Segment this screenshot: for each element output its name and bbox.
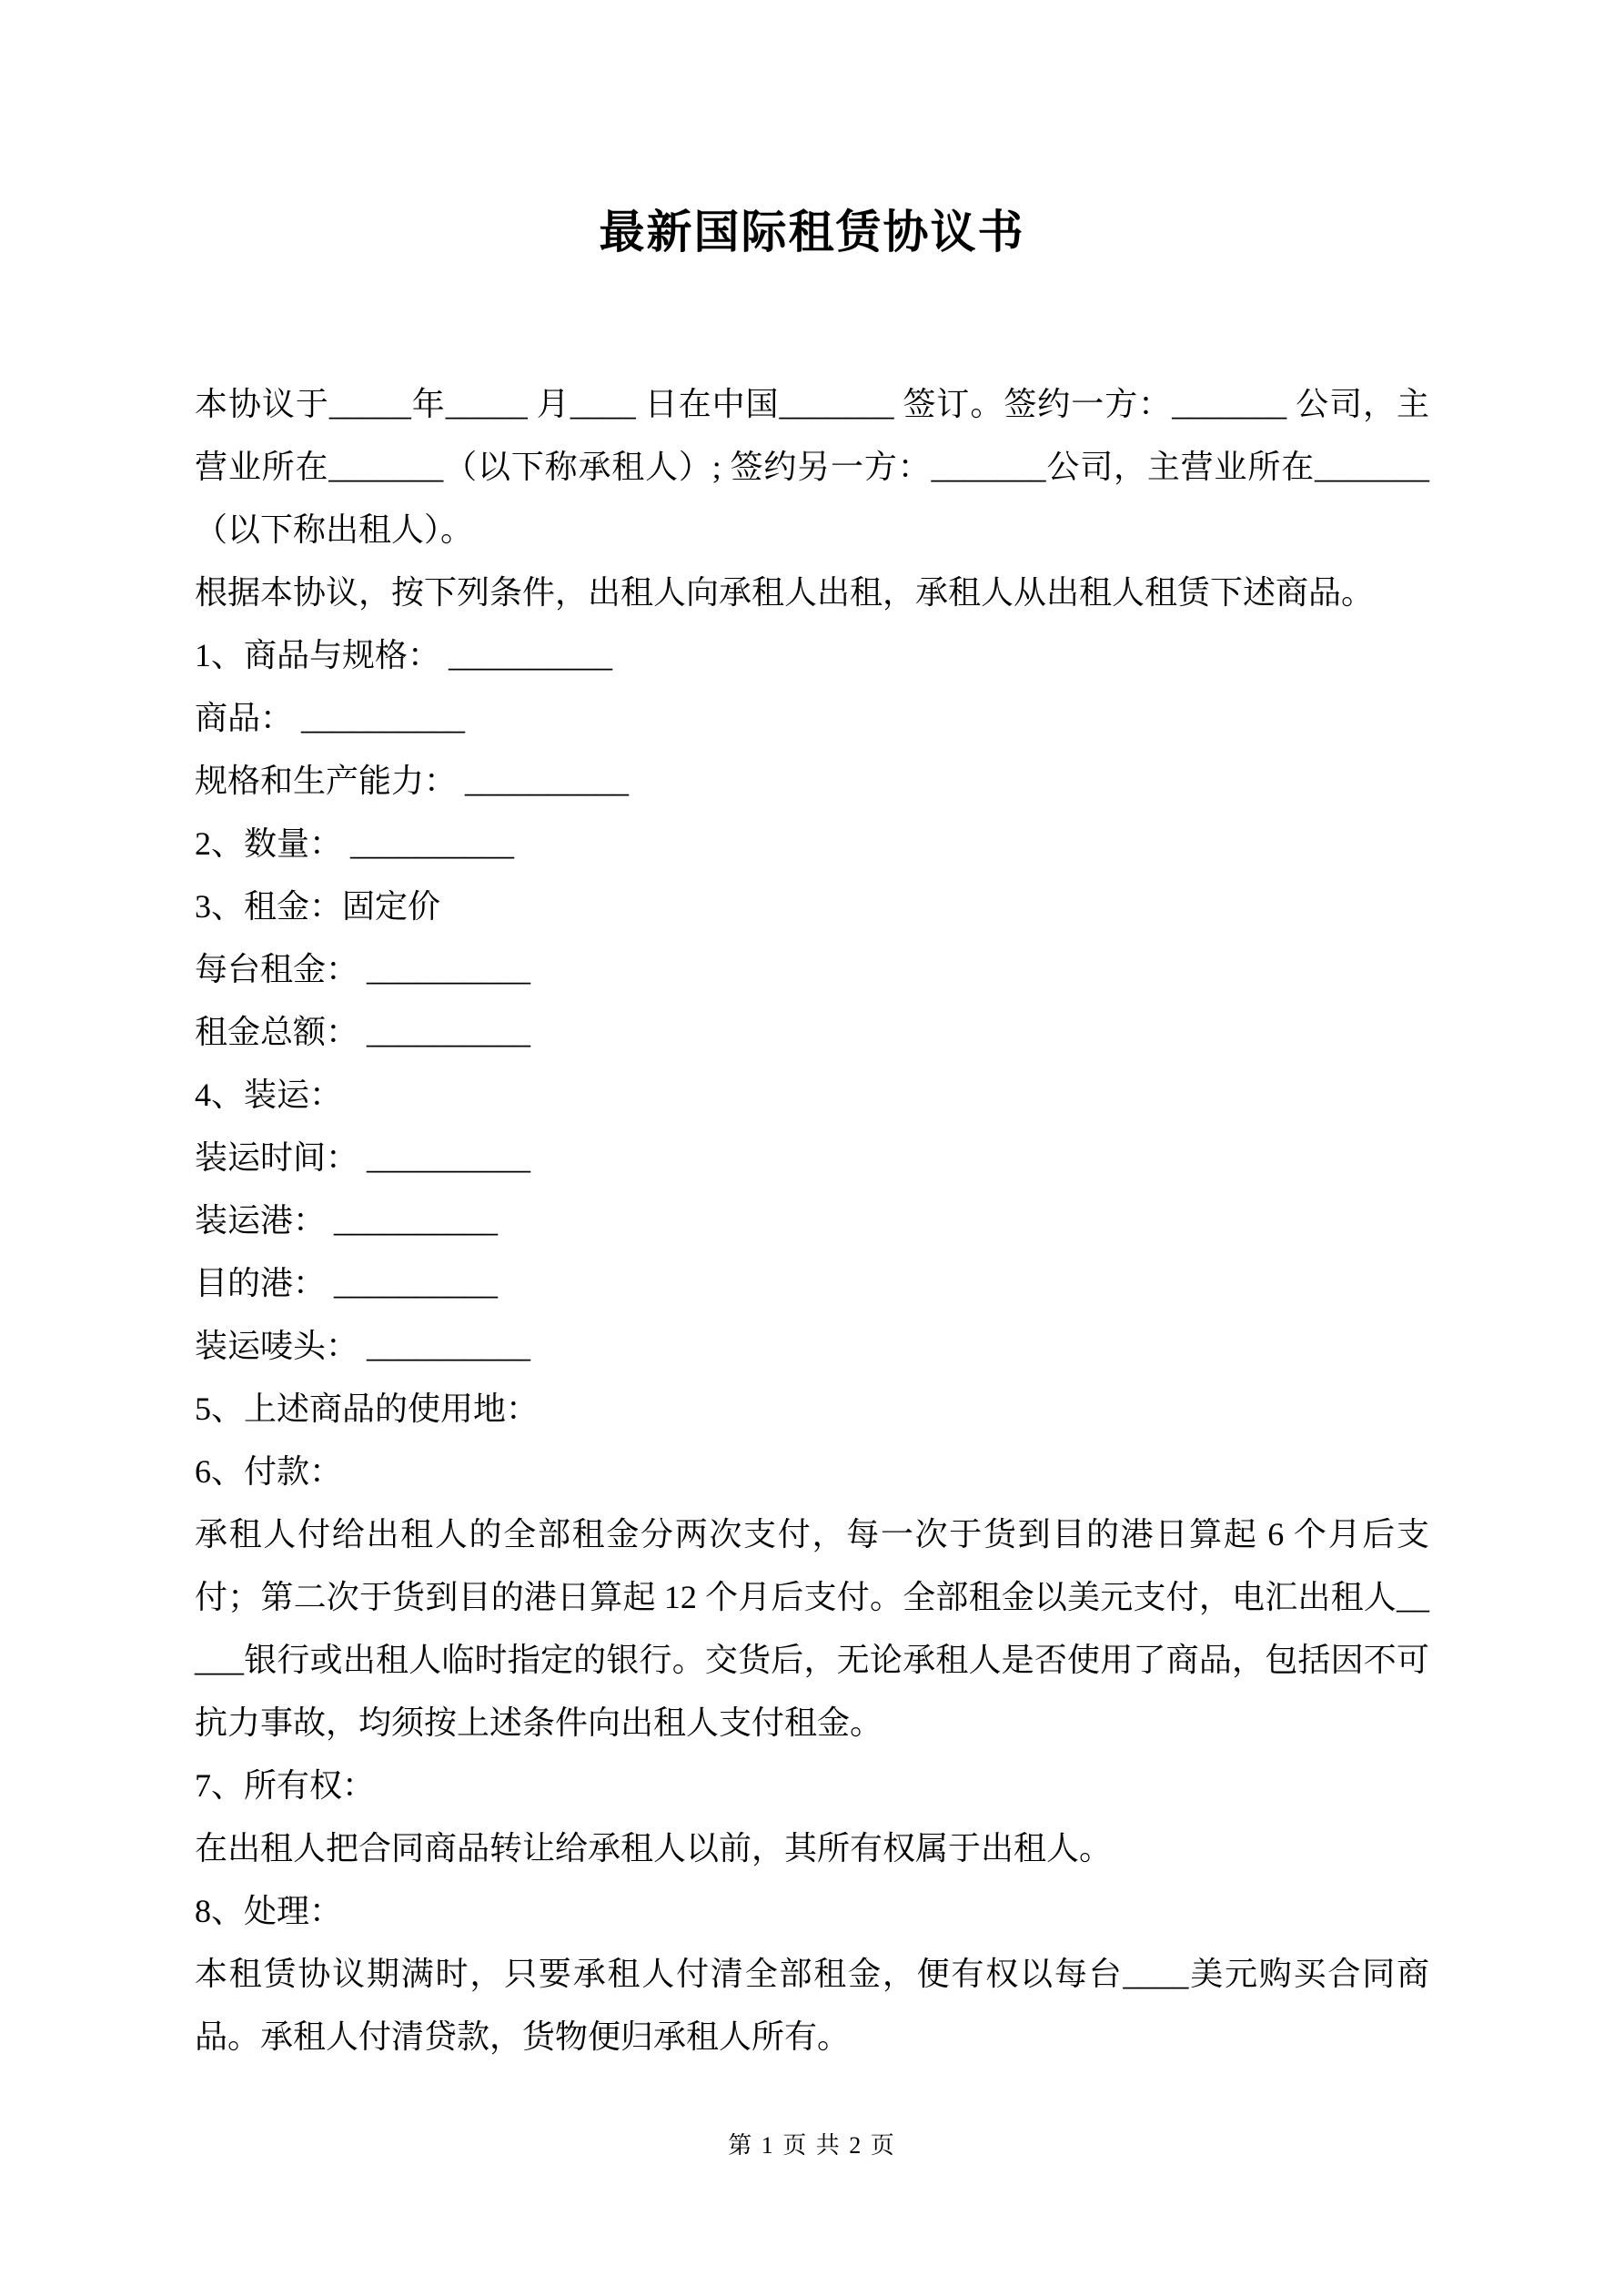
field-unit-rent: 每台租金： __________ [195, 951, 531, 987]
ownership-paragraph: 在出租人把合同商品转让给承租人以前，其所有权属于出租人。 [195, 1830, 1113, 1866]
clause-rent: 3、租金：固定价 [195, 888, 441, 925]
field-goods: 商品： __________ [195, 700, 466, 736]
field-shipping-mark: 装运唛头： __________ [195, 1328, 531, 1364]
field-spec-capacity: 规格和生产能力： __________ [195, 763, 630, 799]
field-total-rent: 租金总额： __________ [195, 1014, 531, 1050]
document-title: 最新国际租赁协议书 [599, 207, 1025, 258]
clause-shipment: 4、装运： [195, 1077, 343, 1113]
clause-disposal: 8、处理： [195, 1893, 343, 1929]
intro-paragraph: 本协议于_____年_____ 月____ 日在中国_______ 签订。签约一方：_______ 公司，主营业所在_______（以下称承租人）; 签约另一方：_______公司，主营业所在_______（以下称出租人）。 [195, 386, 1429, 548]
clause-ownership: 7、所有权： [195, 1767, 376, 1804]
clause-place-of-use: 5、上述商品的使用地： [195, 1391, 540, 1427]
field-shipment-time: 装运时间： __________ [195, 1139, 531, 1176]
clause-quantity: 2、数量： __________ [195, 825, 515, 862]
preamble-paragraph: 根据本协议，按下列条件，出租人向承租人出租，承租人从出租人租赁下述商品。 [195, 574, 1375, 611]
field-shipment-port: 装运港： __________ [195, 1202, 499, 1239]
clause-payment: 6、付款： [195, 1453, 343, 1490]
disposal-paragraph: 本租赁协议期满时，只要承租人付清全部租金，便有权以每台____美元购买合同商品。承租人付清贷款，货物便归承租人所有。 [195, 1956, 1429, 2055]
payment-terms-paragraph: 承租人付给出租人的全部租金分两次支付，每一次于货到目的港日算起 6 个月后支付；第二次于货到目的港日算起 12 个月后支付。全部租金以美元支付，电汇出租人_____银行或出租人临时指定的银行。交货后，无论承租人是否使用了商品，包括因不可抗力事故，均须按上述条件向出租人支付租金。 [195, 1516, 1429, 1741]
document-body [195, 373, 1429, 2068]
field-destination-port: 目的港： __________ [195, 1265, 499, 1301]
page-number: 第 1 页 共 2 页 [728, 2132, 896, 2159]
clause-goods-spec: 1、商品与规格： __________ [195, 637, 613, 673]
